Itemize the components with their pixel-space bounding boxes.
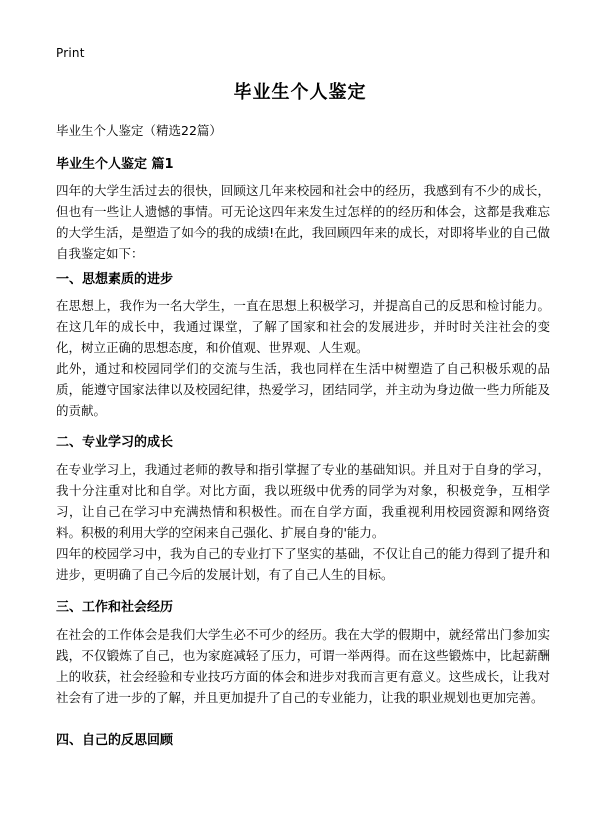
- section2-paragraph-2: 四年的校园学习中，我为自己的专业打下了坚实的基础，不仅让自己的能力得到了提升和进步，更明确了自己今后的发展计划，有了自己人生的目标。: [56, 546, 550, 582]
- page-title: 毕业生个人鉴定: [233, 82, 367, 103]
- section1-paragraph-1: 在思想上，我作为一名大学生，一直在思想上积极学习，并提高自己的反思和检讨能力。在这几年的成长中，我通过课堂，了解了国家和社会的发展进步，并时时关注社会的变化，树立正确的思想态度，和价值观、世界观、人生观。: [56, 298, 550, 355]
- section-heading-4: 四、自己的反思回顾: [56, 733, 174, 748]
- section-heading-1: 一、思想素质的进步: [56, 272, 174, 287]
- article-heading: 毕业生个人鉴定 篇1: [56, 157, 174, 172]
- document-subtitle: 毕业生个人鉴定（精选22篇）: [56, 123, 222, 138]
- section3-paragraph-1: 在社会的工作体会是我们大学生必不可少的经历。我在大学的假期中，就经常出门参加实践，不仅锻炼了自己，也为家庭减轻了压力，可谓一举两得。而在这些锻炼中，比起薪酬上的收获，社会经验和专业技巧方面的体会和进步对我而言更有意义。这些成长，让我对社会有了进一步的了解，并且更加提升了自己的专业能力，让我的职业规划也更加完善。: [56, 627, 550, 705]
- intro-paragraph: 四年的大学生活过去的很快，回顾这几年来校园和社会中的经历，我感到有不少的成长，但也有一些让人遗憾的事情。可无论这四年来发生过怎样的的经历和体会，这都是我难忘的大学生活，是塑造了如今的我的成绩!在此，我回顾四年来的成长，对即将毕业的自己做自我鉴定如下：: [56, 183, 550, 261]
- section1-paragraph-2: 此外，通过和校园同学们的交流与生活，我也同样在生活中树塑造了自己积极乐观的品质，能遵守国家法律以及校园纪律，热爱学习，团结同学，并主动为身边做一些力所能及的贡献。: [56, 361, 550, 418]
- section-heading-2: 二、专业学习的成长: [56, 435, 174, 450]
- section2-paragraph-1: 在专业学习上，我通过老师的教导和指引掌握了专业的基础知识。并且对于自身的学习，我十分注重对比和自学。对比方面，我以班级中优秀的同学为对象，积极竞争，互相学习，让自己在学习中充满热情和积极性。而在自学方面，我重视利用校园资源和网络资料。积极的利用大学的空闲来自己强化、扩展自身的'能力。: [56, 462, 550, 540]
- section-heading-3: 三、工作和社会经历: [56, 600, 174, 615]
- print-label[interactable]: Print: [56, 46, 85, 60]
